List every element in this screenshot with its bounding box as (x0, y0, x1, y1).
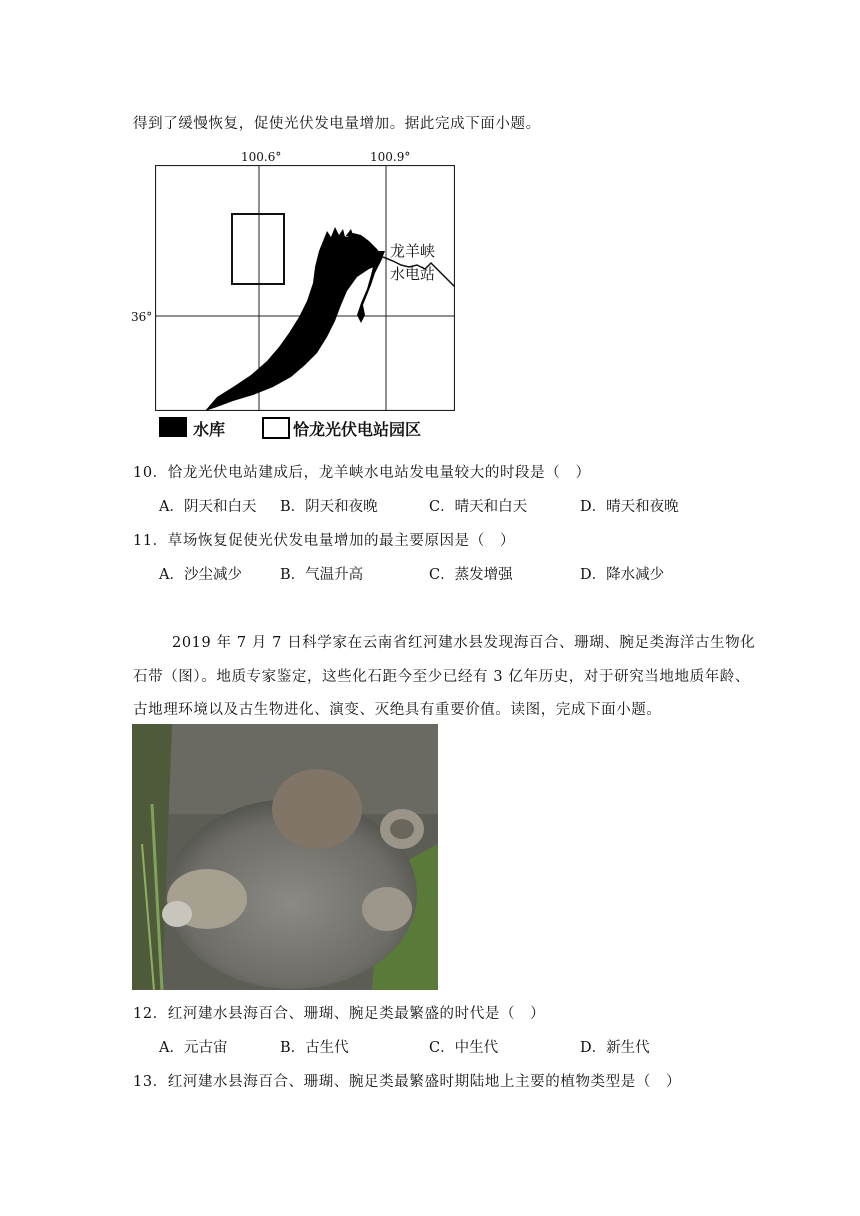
question-11-option-a: A．沙尘减少 (159, 567, 242, 583)
question-11-option-d: D．降水减少 (580, 567, 665, 583)
question-11-option-c: C．蒸发增强 (429, 567, 513, 583)
question-10-stem: 10．恰龙光伏电站建成后，龙羊峡水电站发电量较大的时段是（ ） (133, 465, 591, 481)
question-10-option-b: B．阴天和夜晚 (280, 499, 378, 515)
question-12-stem: 12．红河建水县海百合、珊瑚、腕足类最繁盛的时代是（ ） (133, 1006, 546, 1022)
longitude-label: 100.9° (370, 150, 411, 164)
longitude-label: 100.6° (241, 150, 282, 164)
question-10-option-a: A．阴天和白天 (159, 499, 257, 515)
legend-park-label: 恰龙光伏电站园区 (293, 420, 422, 439)
question-11-stem: 11．草场恢复促使光伏发电量增加的最主要原因是（ ） (133, 533, 516, 549)
question-11-option-b: B．气温升高 (280, 567, 364, 583)
question-12-option-a: A．元古宙 (159, 1040, 228, 1056)
passage-line: 2019 年 7 月 7 日科学家在云南省红河建水县发现海百合、珊瑚、腕足类海洋古生物化 (172, 635, 756, 651)
question-12-option-b: B．古生代 (280, 1040, 349, 1056)
question-12-option-d: D．新生代 (580, 1040, 650, 1056)
passage-tail: 得到了缓慢恢复，促使光伏发电量增加。据此完成下面小题。 (133, 116, 541, 132)
passage-line: 石带（图）。地质专家鉴定，这些化石距今至少已经有 3 亿年历史，对于研究当地地质年龄、 (133, 669, 750, 685)
question-10-option-d: D．晴天和夜晚 (580, 499, 679, 515)
legend-park-swatch (262, 417, 290, 439)
question-12-option-c: C．中生代 (429, 1040, 499, 1056)
fossil-photo (132, 724, 438, 990)
question-13-stem: 13．红河建水县海百合、珊瑚、腕足类最繁盛时期陆地上主要的植物类型是（ ） (133, 1074, 682, 1090)
station-label: 水电站 (390, 265, 436, 283)
passage-line: 古地理环境以及古生物进化、演变、灭绝具有重要价值。读图，完成下面小题。 (133, 702, 662, 718)
question-10-option-c: C．晴天和白天 (429, 499, 528, 515)
legend-reservoir-label: 水库 (193, 420, 226, 439)
map-frame (155, 165, 455, 411)
latitude-label: 36° (131, 310, 153, 324)
station-label: 龙羊峡 (390, 242, 436, 260)
pv-park-outline (232, 214, 284, 284)
legend-reservoir-swatch (159, 417, 187, 437)
